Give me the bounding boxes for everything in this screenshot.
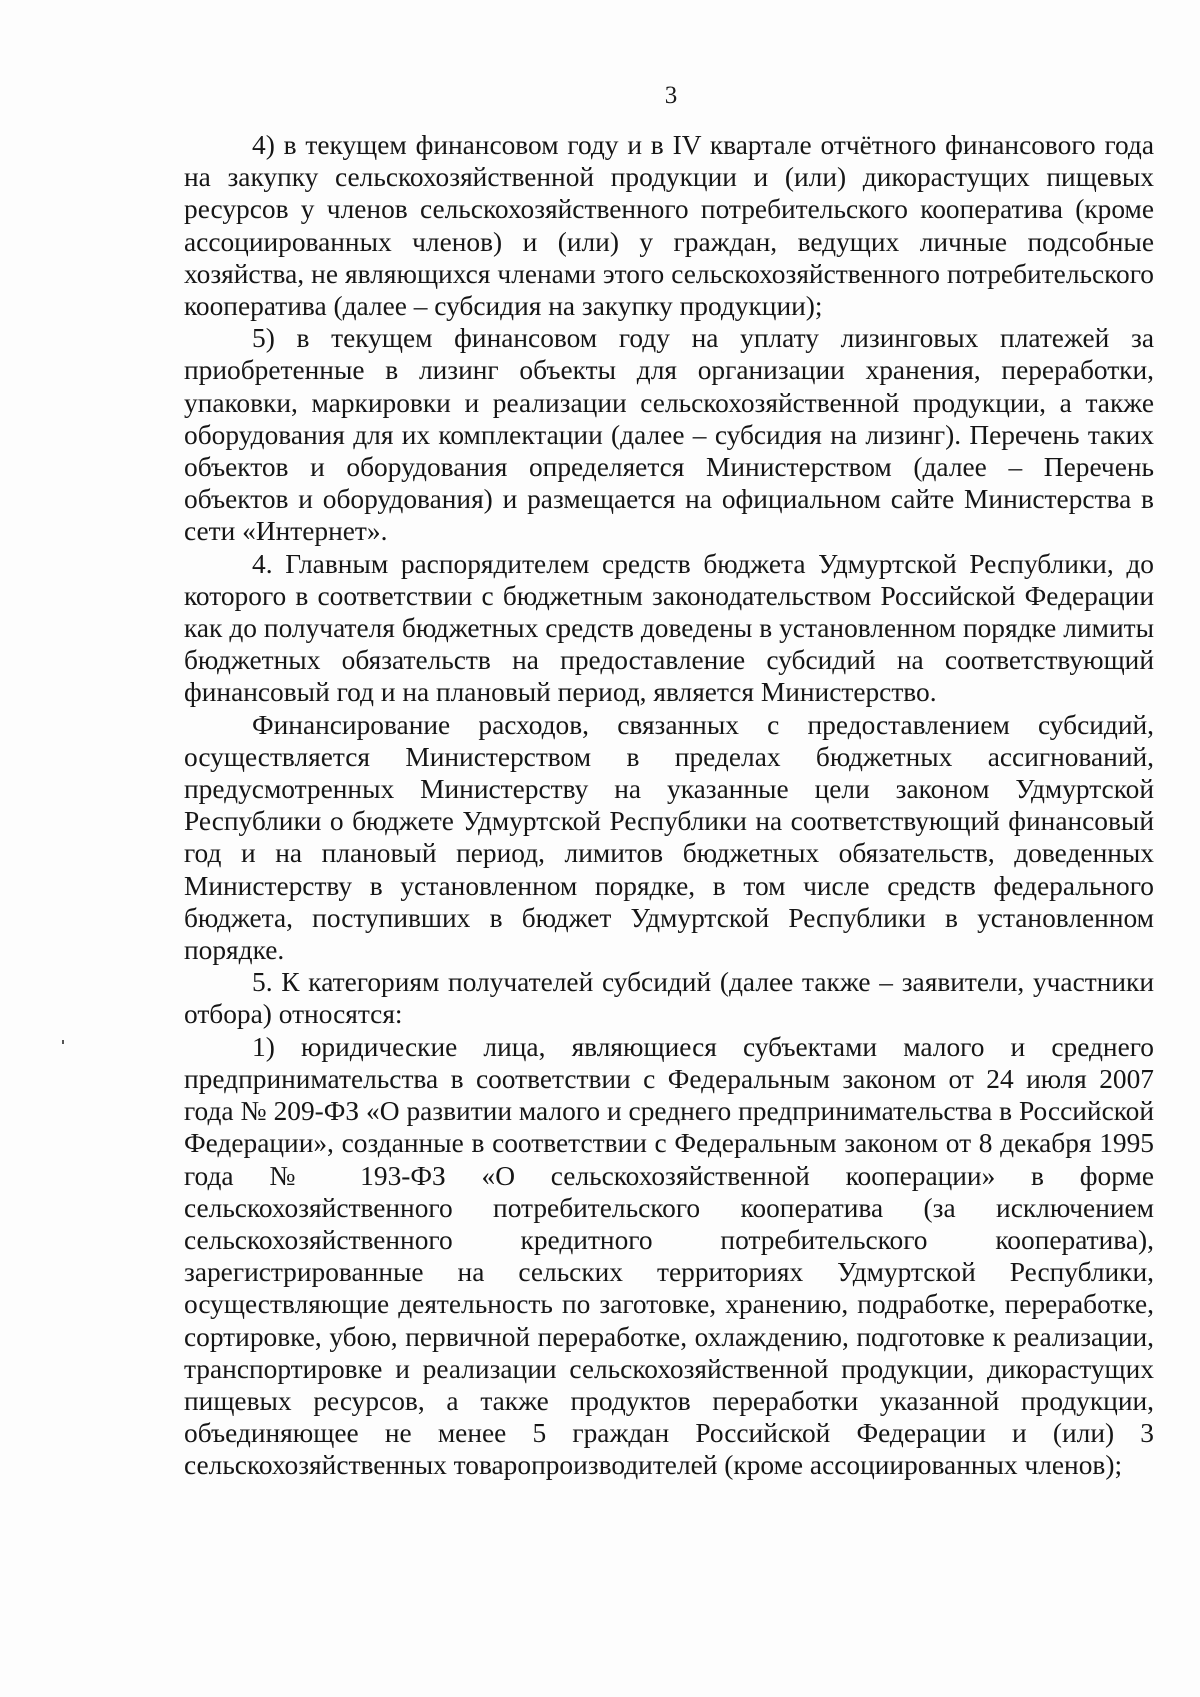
paragraph-clause-4-main-administrator: 4. Главным распорядителем средств бюджета Удмуртской Республики, до которого в соответствии с бюджетным законодательством Российской Федерации как до получателя бюджетных средств доведены в установленном порядке лимиты бюджетных обязательств на предоставление субсидий на соответствующий финансовый год и на плановый период, является Министерство. [184, 548, 1154, 708]
page-number: 3 [664, 82, 678, 109]
paragraph-item-1-legal-entities: 1) юридические лица, являющиеся субъектами малого и среднего предпринимательства в соответствии с Федеральным законом от 24 июля 2007 года № 209-ФЗ «О развитии малого и среднего предпринимательства в Российской Федерации», созданные в соответствии с Федеральным законом от 8 декабря 1995 года № 193-ФЗ «О сельскохозяйственной кооперации» в форме сельскохозяйственного потребительского кооператива (за исключением сельскохозяйственного кредитного потребительского кооператива), зарегистрированные на сельских территориях Удмуртской Республики, осуществляющие деятельность по заготовке, хранению, подработке, переработке, сортировке, убою, первичной переработке, охлаждению, подготовке к реализации, транспортировке и реализации сельскохозяйственной продукции, дикорастущих пищевых ресурсов, а также продуктов переработки указанной продукции, объединяющее не менее 5 граждан Российской Федерации и (или) 3 сельскохозяйственных товаропроизводителей (кроме ассоциированных членов); [184, 1031, 1154, 1481]
paragraph-financing: Финансирование расходов, связанных с предоставлением субсидий, осуществляется Министерством в пределах бюджетных ассигнований, предусмотренных Министерству на указанные цели законом Удмуртской Республики о бюджете Удмуртской Республики на соответствующий финансовый год и на плановый период, лимитов бюджетных обязательств, доведенных Министерству в установленном порядке, в том числе средств федерального бюджета, поступивших в бюджет Удмуртской Республики в установленном порядке. [184, 709, 1154, 966]
scan-speck [62, 1040, 64, 1044]
paragraph-item-4-purchase-subsidy: 4) в текущем финансовом году и в IV квартале отчётного финансового года на закупку сельскохозяйственной продукции и (или) дикорастущих пищевых ресурсов у членов сельскохозяйственного потребительского кооператива (кроме ассоциированных членов) и (или) у граждан, ведущих личные подсобные хозяйства, не являющихся членами этого сельскохозяйственного потребительского кооператива (далее – субсидия на закупку продукции); [184, 130, 1154, 322]
paragraph-item-5-leasing-subsidy: 5) в текущем финансовом году на уплату лизинговых платежей за приобретенные в лизинг объекты для организации хранения, переработки, упаковки, маркировки и реализации сельскохозяйственной продукции, а также оборудования для их комплектации (далее – субсидия на лизинг). Перечень таких объектов и оборудования определяется Министерством (далее – Перечень объектов и оборудования) и размещается на официальном сайте Министерства в сети «Интернет». [184, 323, 1154, 547]
paragraph-clause-5-recipient-categories: 5. К категориям получателей субсидий (далее также – заявители, участники отбора) относятся: [184, 967, 1154, 1030]
document-body [184, 129, 1154, 1482]
